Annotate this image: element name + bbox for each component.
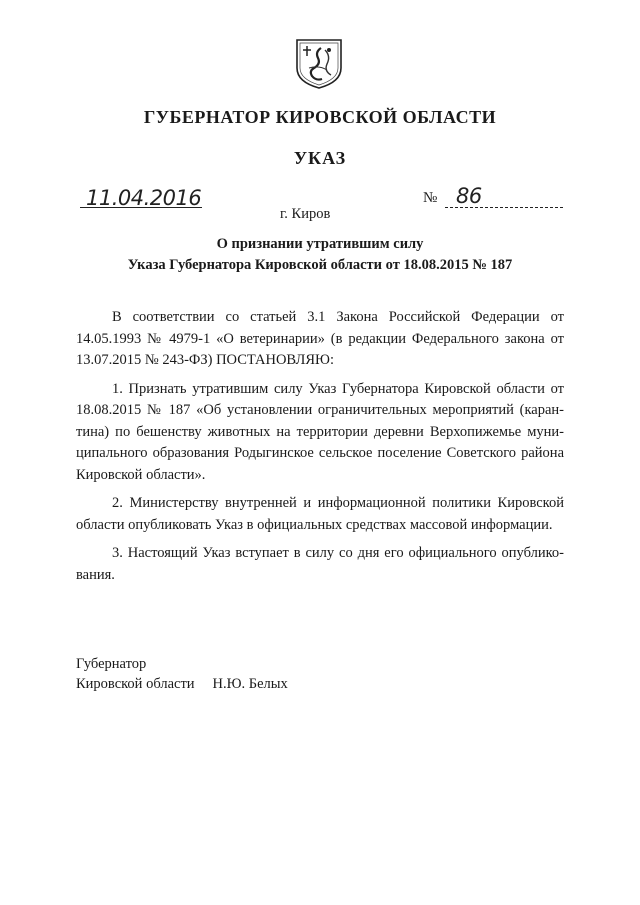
date-handwritten: 11.04.2016	[86, 186, 202, 210]
document-body	[76, 307, 564, 586]
city: г. Киров	[280, 206, 331, 222]
document-type: УКАЗ	[293, 148, 347, 168]
number-sign: №	[423, 190, 438, 206]
authority-heading: ГУБЕРНАТОР КИРОВСКОЙ ОБЛАСТИ	[143, 107, 497, 127]
signature-block	[76, 654, 288, 694]
date-underline	[80, 207, 202, 208]
paragraph-item-2: 2. Министерству внутренней и информационной политики Кировской области опубликовать Указ в официальных средствах массовой информации.	[76, 495, 564, 533]
signatory-name: Н.Ю. Белых	[212, 676, 288, 692]
signatory-position-line2: Кировской области	[76, 676, 195, 692]
number-underline	[445, 207, 563, 208]
paragraph-item-1: 1. Признать утратившим силу Указ Губернатора Кировской области от 18.08.2015 № 187 «Об установлении ограничительных мероприятий (каран-тина) по бешенству животных на территории деревни Верхопижемье муни-ципального образования Родыгинское сельское поселение Советского района Кировской области».	[76, 380, 564, 483]
coat-of-arms-icon	[295, 38, 343, 90]
number-handwritten: 86	[456, 184, 482, 208]
document-title-line2: Указа Губернатора Кировской области от 18.08.2015 № 187	[127, 257, 513, 273]
paragraph-item-3: 3. Настоящий Указ вступает в силу со дня его официального опублико-вания.	[76, 545, 564, 583]
signatory-position-line1: Губернатор	[76, 656, 147, 672]
paragraph-preamble: В соответствии со статьей 3.1 Закона Российской Федерации от 14.05.1993 № 4979-1 «О ветеринарии» (в редакции Федерального закона от 13.07.2015 № 243-ФЗ) ПОСТАНОВЛЯЮ:	[76, 309, 564, 368]
document-title-line1: О признании утратившим силу	[216, 236, 424, 252]
